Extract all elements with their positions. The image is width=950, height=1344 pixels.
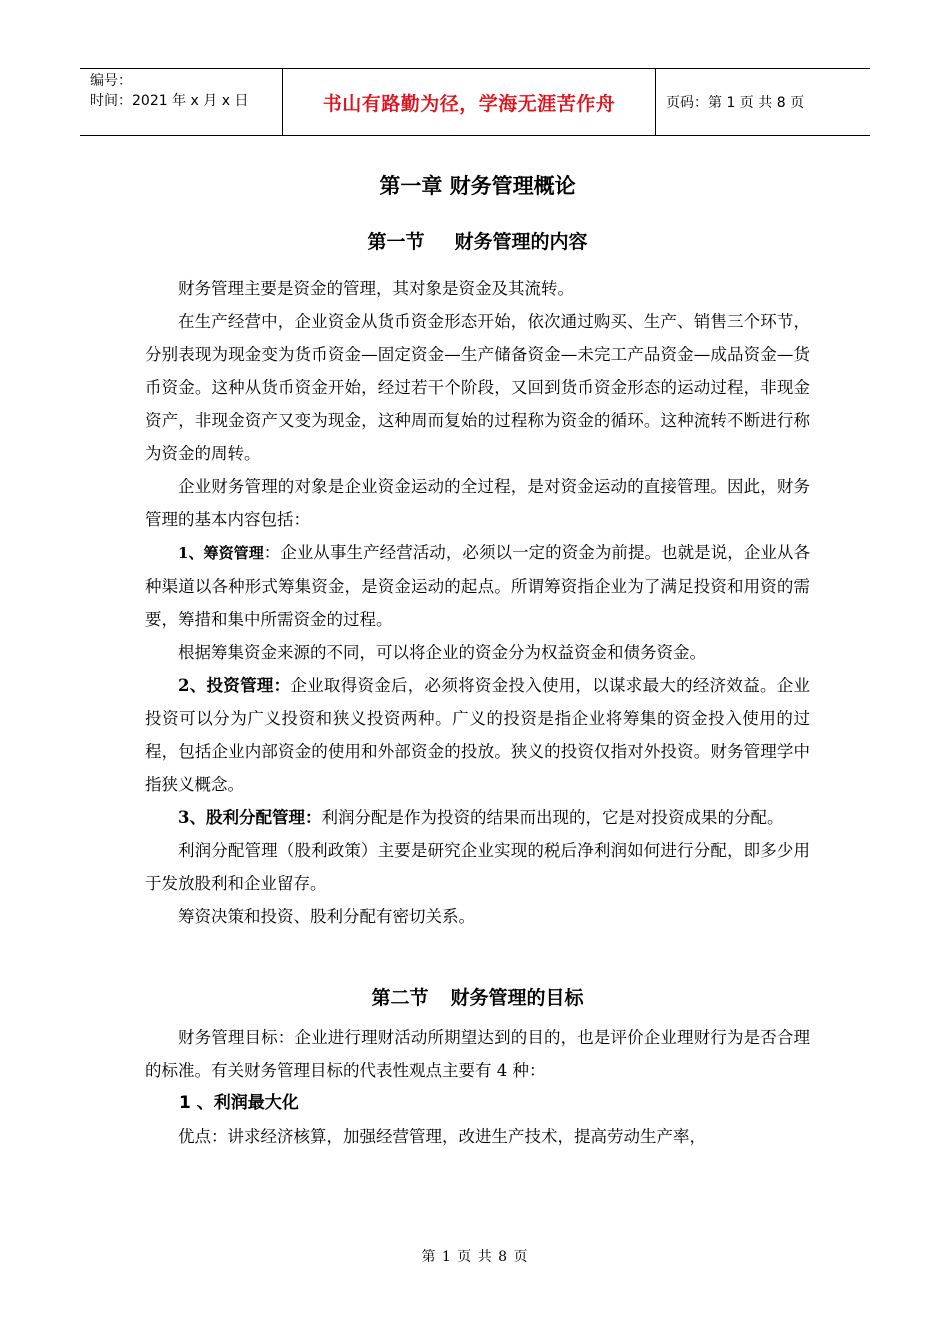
header-motto-cell: [283, 69, 656, 135]
section2-heading: [145, 975, 810, 1021]
investment-management-item: [145, 669, 810, 801]
section2-title: 财务管理的目标: [450, 987, 584, 1009]
section1-number: 第一节: [367, 231, 425, 253]
financing-management-item: [145, 536, 810, 636]
section1-paragraph-1: 财务管理主要是资金的管理，其对象是资金及其流转。: [178, 279, 574, 298]
document-body: [145, 160, 810, 1153]
page-label: 页码：第 1 页 共 8 页: [666, 95, 805, 111]
profit-maximization-heading: 1 、利润最大化: [179, 1093, 299, 1113]
section1-title: 财务管理的内容: [454, 231, 588, 253]
dividend-label: 3、股利分配管理：: [178, 808, 322, 827]
section1-paragraph-4: 根据筹集资金来源的不同，可以将企业的资金分为权益资金和债务资金。: [178, 643, 706, 662]
section1-paragraph-5: 利润分配管理（股利政策）主要是研究企业实现的税后净利润如何进行分配，即多少用于发放股利和企业留存。: [145, 841, 810, 893]
motto-text: 书山有路勤为径，学海无涯苦作舟: [322, 92, 616, 115]
header-page-cell: [656, 69, 870, 135]
section2-number: 第二节: [371, 987, 429, 1009]
financing-label: 1、筹资管理: [178, 544, 264, 562]
page-header: [80, 68, 870, 136]
section2-paragraph-2: 优点：讲求经济核算，加强经营管理，改进生产技术，提高劳动生产率，: [178, 1127, 706, 1146]
financing-text: ：企业从事生产经营活动，必须以一定的资金为前提。也就是说，企业从各种渠道以各种形式筹集资金，是资金运动的起点。所谓筹资指企业为了满足投资和用资的需要，筹措和集中所需资金的过程。: [145, 543, 810, 629]
chapter-title: 第一章 财务管理概论: [379, 174, 576, 198]
investment-label: 2、投资管理：: [178, 676, 291, 695]
code-label: 编号：: [90, 73, 132, 89]
dividend-text: 利润分配是作为投资的结果而出现的，它是对投资成果的分配。: [321, 808, 784, 827]
section1-heading: [145, 212, 810, 272]
section1-paragraph-6: 筹资决策和投资、股利分配有密切关系。: [178, 907, 475, 926]
section1-paragraph-3: 企业财务管理的对象是企业资金运动的全过程，是对资金运动的直接管理。因此，财务管理的基本内容包括：: [145, 477, 810, 529]
investment-text: 企业取得资金后，必须将资金投入使用，以谋求最大的经济效益。企业投资可以分为广义投资和狭义投资两种。广义的投资是指企业将筹集的资金投入使用的过程，包括企业内部资金的使用和外部资金的投放。狭义的投资仅指对外投资。财务管理学中指狭义概念。: [145, 676, 811, 794]
header-left-cell: [80, 69, 283, 135]
section2-paragraph-1: 财务管理目标：企业进行理财活动所期望达到的目的，也是评价企业理财行为是否合理的标准。有关财务管理目标的代表性观点主要有 4 种：: [145, 1028, 810, 1080]
dividend-management-item: [145, 801, 810, 834]
section1-paragraph-2: 在生产经营中，企业资金从货币资金形态开始，依次通过购买、生产、销售三个环节，分别表现为现金变为货币资金—固定资金—生产储备资金—未完工产品资金—成品资金—货币资金。这种从货币资金开始，经过若干个阶段，又回到货币资金形态的运动过程，非现金资产，非现金资产又变为现金，这种周而复始的过程称为资金的循环。这种流转不断进行称为资金的周转。: [145, 312, 810, 463]
time-label: 时间：2021 年 x 月 x 日: [90, 93, 249, 109]
page-footer: 第 1 页 共 8 页: [421, 1249, 529, 1265]
